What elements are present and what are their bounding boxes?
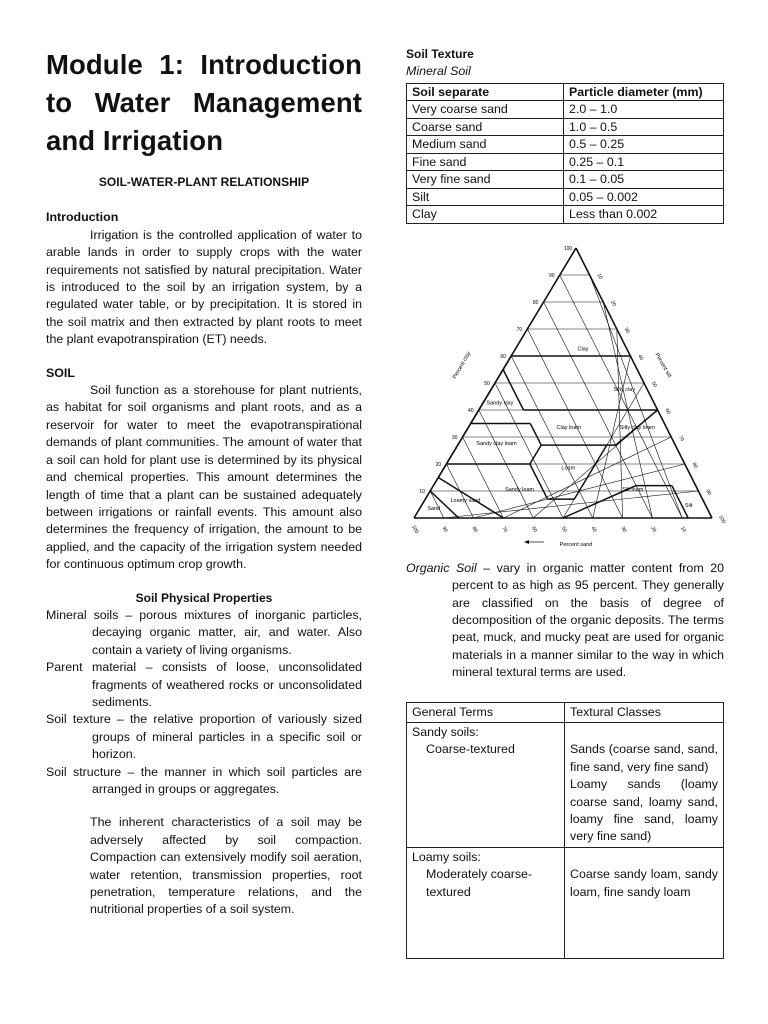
section-subtitle: SOIL-WATER-PLANT RELATIONSHIP — [98, 175, 310, 189]
table-cell: 0.1 – 0.05 — [564, 171, 724, 189]
region-label: Sandy clay — [486, 400, 514, 407]
tick-label: 50 — [559, 525, 568, 534]
region-label: Loamy sand — [450, 497, 481, 504]
table-row — [407, 847, 724, 958]
tick-label: 30 — [622, 326, 631, 335]
table-cell — [407, 847, 565, 958]
table-header-row — [407, 83, 724, 101]
tick-label: 60 — [530, 525, 539, 534]
table-row — [407, 188, 724, 206]
class-boundary — [430, 491, 459, 518]
region-label: Clay loam — [556, 424, 582, 431]
table-row — [407, 118, 724, 136]
table-header-cell: Textural Classes — [565, 702, 724, 722]
table-header-cell: General Terms — [407, 702, 565, 722]
table-cell: Less than 0.002 — [564, 206, 724, 224]
def-soil-texture: Soil texture – the relative proportion of variously sized groups of mineral particles in a specific soil or horizon. — [46, 712, 362, 762]
soil-separate-table — [406, 83, 724, 224]
right-column — [406, 46, 727, 959]
tick-label: 80 — [532, 299, 539, 306]
physical-heading: Soil Physical Properties — [135, 590, 273, 605]
tick-label: 50 — [649, 380, 658, 389]
textural-class: Sands (coarse sand, sand, fine sand, very fine sand) — [570, 742, 718, 774]
table-cell: 0.5 – 0.25 — [564, 136, 724, 154]
region-label: Silt — [684, 503, 693, 510]
axis-label-sand: Percent sand — [559, 541, 593, 548]
table-cell: Clay — [407, 206, 564, 224]
general-terms-table — [406, 702, 724, 959]
general-subterm: Coarse-textured — [426, 742, 515, 757]
tick-label: 10 — [595, 272, 604, 281]
tick-label: 70 — [677, 434, 686, 443]
texture-subheading: Mineral Soil — [406, 64, 471, 79]
tick-label: 40 — [589, 525, 598, 534]
tick-label: 20 — [435, 461, 442, 468]
table-row — [407, 171, 724, 189]
left-column — [46, 46, 362, 919]
soil-heading: SOIL — [46, 365, 75, 380]
table-cell: 0.05 – 0.002 — [564, 188, 724, 206]
tick-label: 50 — [484, 380, 490, 387]
tick-label: 90 — [549, 272, 555, 279]
texture-heading: Soil Texture — [406, 47, 474, 61]
region-label: Silt loam — [622, 486, 644, 493]
table-header-row — [407, 702, 724, 722]
intro-heading: Introduction — [46, 210, 119, 225]
class-boundary — [471, 369, 503, 423]
class-boundary — [446, 423, 470, 464]
table-cell: 2.0 – 1.0 — [564, 101, 724, 119]
tick-label: 60 — [663, 407, 672, 416]
tick-label: 40 — [636, 353, 645, 362]
table-header-cell: Particle diameter (mm) — [564, 83, 724, 101]
grid-line — [430, 491, 444, 518]
tick-label: 100 — [563, 245, 573, 252]
textural-class: Coarse sandy loam, sandy loam, fine sandy loam — [570, 867, 718, 899]
region-label: Clay — [577, 346, 589, 353]
table-cell: Fine sand — [407, 153, 564, 171]
tick-label: 100 — [717, 514, 727, 525]
table-row — [407, 153, 724, 171]
region-label: Loam — [561, 465, 576, 472]
region-label: Silty clay — [613, 386, 636, 393]
tick-label: 20 — [649, 525, 658, 534]
table-cell — [565, 847, 724, 958]
table-row — [407, 136, 724, 154]
page-title: Module 1: Introduction to Water Management and Irrigation — [46, 49, 362, 156]
tick-label: 30 — [619, 525, 628, 534]
tick-label: 40 — [468, 407, 474, 414]
tick-label: 10 — [679, 525, 688, 534]
axis-label-clay: Percent clay — [451, 350, 473, 380]
tick-label: 90 — [704, 488, 713, 497]
soil-texture-triangle — [406, 236, 727, 556]
soil-paragraph: Soil function as a storehouse for plant nutrients, as habitat for soil organisms and plant roots, and as a reservoir for water to meet the evapotranspirational demands of plant communities. The amount of water that a soil can hold for plant use is determined by its physical and chemical properties. This amount determines the length of time that a plant can be sustained adequately between irrigations or rainfall events. This amount also determines the frequency of irrigation, the amount to be applied, and the capacity of the irrigation system needed for continuous optimum crop growth. — [46, 383, 362, 572]
region-label: Sandy loam — [505, 486, 535, 493]
region-label: Silty clay loam — [619, 424, 655, 431]
intro-paragraph: Irrigation is the controlled application of water to arable lands in order to supply crops with the water requirements not satisfied by natural precipitation. Water is introduced to the soil by an irrigation system, by a regulated water table, or by precipitation. It is stored in the soil matrix and then extracted by plant roots to meet the plant evapotranspiration (ET) needs. — [46, 227, 362, 347]
tick-label: 30 — [451, 434, 458, 441]
axis-arrowhead — [524, 540, 529, 544]
tick-label: 80 — [690, 461, 699, 470]
table-cell: 0.25 – 0.1 — [564, 153, 724, 171]
tick-label: 20 — [609, 299, 618, 308]
axis-label-silt: Percent silt — [653, 352, 673, 379]
class-boundary — [530, 423, 541, 445]
general-term: Loamy soils: — [412, 849, 481, 864]
organic-soil-paragraph — [406, 560, 724, 682]
def-parent-material: Parent material – consists of loose, unconsolidated fragments of weathered rocks or unconsolidated sediments. — [46, 660, 362, 709]
tick-label: 70 — [500, 525, 509, 534]
class-boundary — [530, 445, 541, 464]
tick-label: 60 — [500, 353, 506, 360]
grid-line — [590, 275, 686, 518]
table-cell: 1.0 – 0.5 — [564, 118, 724, 136]
tick-label: 100 — [410, 524, 420, 535]
table-cell — [565, 723, 724, 848]
organic-soil-text: – vary in organic matter content from 20 percent to as high as 95 percent. They generally are classified on the basis of degree of decomposition of the organic deposits. The terms peat, muck, and mucky peat are used for organic materials in a manner similar to the way in which mineral textural terms are used. — [452, 560, 724, 680]
table-cell: Very fine sand — [407, 171, 564, 189]
table-cell: Silt — [407, 188, 564, 206]
table-header-cell: Soil separate — [407, 83, 564, 101]
table-row — [407, 723, 724, 848]
table-cell — [407, 723, 565, 848]
def-mineral-soils: Mineral soils – porous mixtures of inorganic particles, decaying organic matter, air, and water. Also contain a variety of living organisms. — [46, 607, 362, 657]
tick-label: 80 — [470, 525, 479, 534]
region-label: Sand — [427, 505, 441, 512]
table-row — [407, 206, 724, 224]
region-label: Sandy clay loam — [476, 440, 517, 447]
tick-label: 70 — [516, 326, 523, 333]
general-term: Sandy soils: — [412, 725, 479, 740]
table-cell: Medium sand — [407, 136, 564, 154]
table-row — [407, 101, 724, 119]
table-cell: Coarse sand — [407, 118, 564, 136]
grid-line — [527, 329, 622, 518]
tick-label: 10 — [419, 488, 425, 495]
table-cell: Very coarse sand — [407, 101, 564, 119]
def-soil-structure: Soil structure – the manner in which soil particles are arranged in groups or aggregates. — [46, 764, 362, 796]
compaction-paragraph: The inherent characteristics of a soil may be adversely affected by soil compaction. Compaction can extensively modify soil aeration, water retention, transmission properties, root penetration, temperature relations, and the nutritional properties of a soil system. — [90, 815, 362, 917]
texture-triangle-svg — [406, 236, 727, 556]
organic-soil-term: Organic Soil — [406, 560, 477, 575]
general-subterm: Moderately coarse-textured — [426, 867, 533, 899]
textural-class: Loamy sands (loamy coarse sand, loamy sand, loamy fine sand, loamy very fine sand) — [570, 777, 718, 844]
tick-label: 90 — [440, 525, 449, 534]
